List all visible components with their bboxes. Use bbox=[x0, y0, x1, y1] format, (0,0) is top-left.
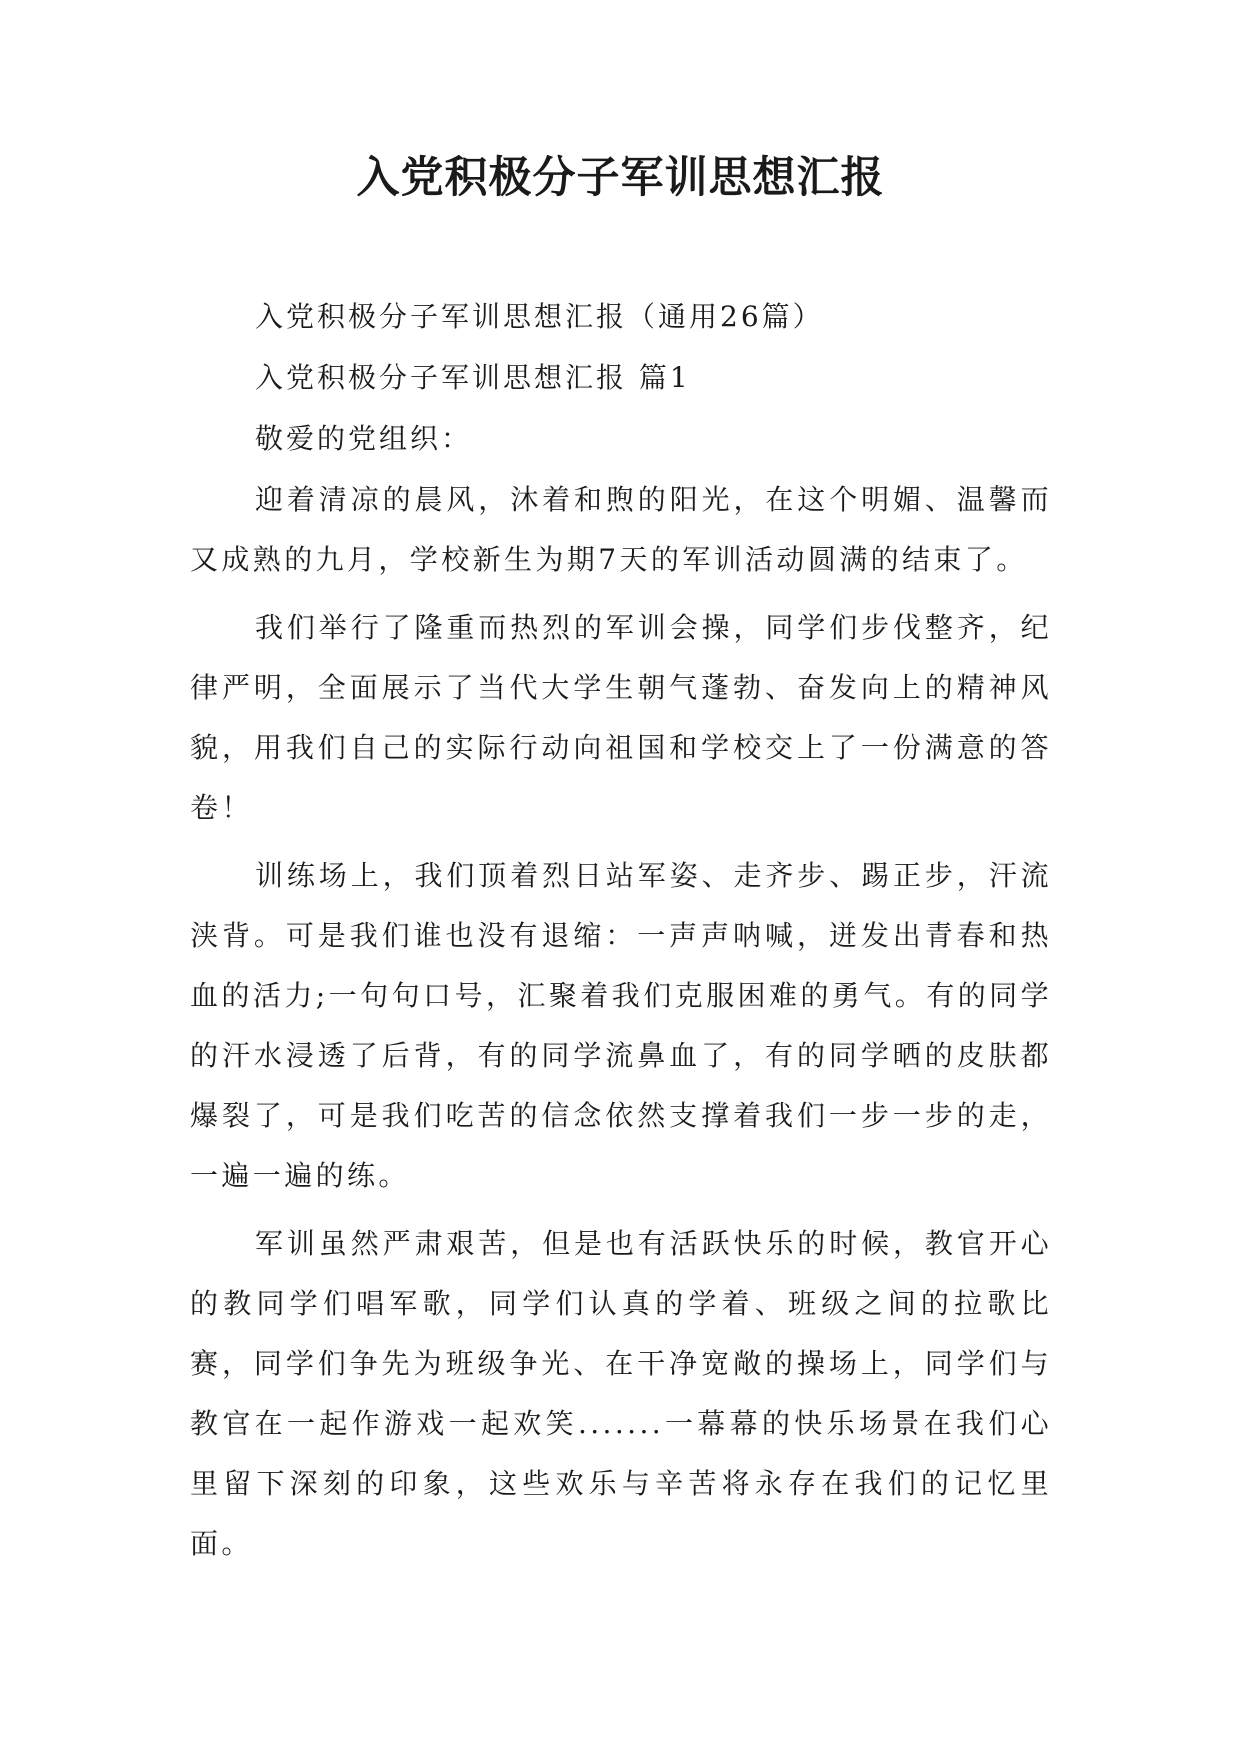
document-title: 入党积极分子军训思想汇报 bbox=[356, 153, 885, 203]
salutation: 敬爱的党组织： bbox=[255, 422, 473, 455]
section-heading: 入党积极分子军训思想汇报 篇1 bbox=[255, 361, 691, 394]
document-subtitle: 入党积极分子军训思想汇报（通用26篇） bbox=[255, 300, 824, 333]
document-body bbox=[190, 287, 1052, 1574]
paragraph: 军训虽然严肃艰苦，但是也有活跃快乐的时候，教官开心的教同学们唱军歌，同学们认真的学着、班级之间的拉歌比赛，同学们争先为班级争光、在干净宽敞的操场上，同学们与教官在一起作游戏一起欢笑.......一幕幕的快乐场景在我们心里留下深刻的印象，这些欢乐与辛苦将永存在我们的记忆里面。 bbox=[190, 1227, 1052, 1560]
paragraph: 训练场上，我们顶着烈日站军姿、走齐步、踢正步，汗流浃背。可是我们谁也没有退缩：一声声呐喊，迸发出青春和热血的活力;一句句口号，汇聚着我们克服困难的勇气。有的同学的汗水浸透了后背，有的同学流鼻血了，有的同学晒的皮肤都爆裂了，可是我们吃苦的信念依然支撑着我们一步一步的走，一遍一遍的练。 bbox=[190, 859, 1052, 1192]
paragraph: 我们举行了隆重而热烈的军训会操，同学们步伐整齐，纪律严明，全面展示了当代大学生朝气蓬勃、奋发向上的精神风貌，用我们自己的实际行动向祖国和学校交上了一份满意的答卷！ bbox=[190, 611, 1052, 824]
paragraph: 迎着清凉的晨风，沐着和煦的阳光，在这个明媚、温馨而又成熟的九月，学校新生为期7天的军训活动圆满的结束了。 bbox=[190, 483, 1052, 576]
